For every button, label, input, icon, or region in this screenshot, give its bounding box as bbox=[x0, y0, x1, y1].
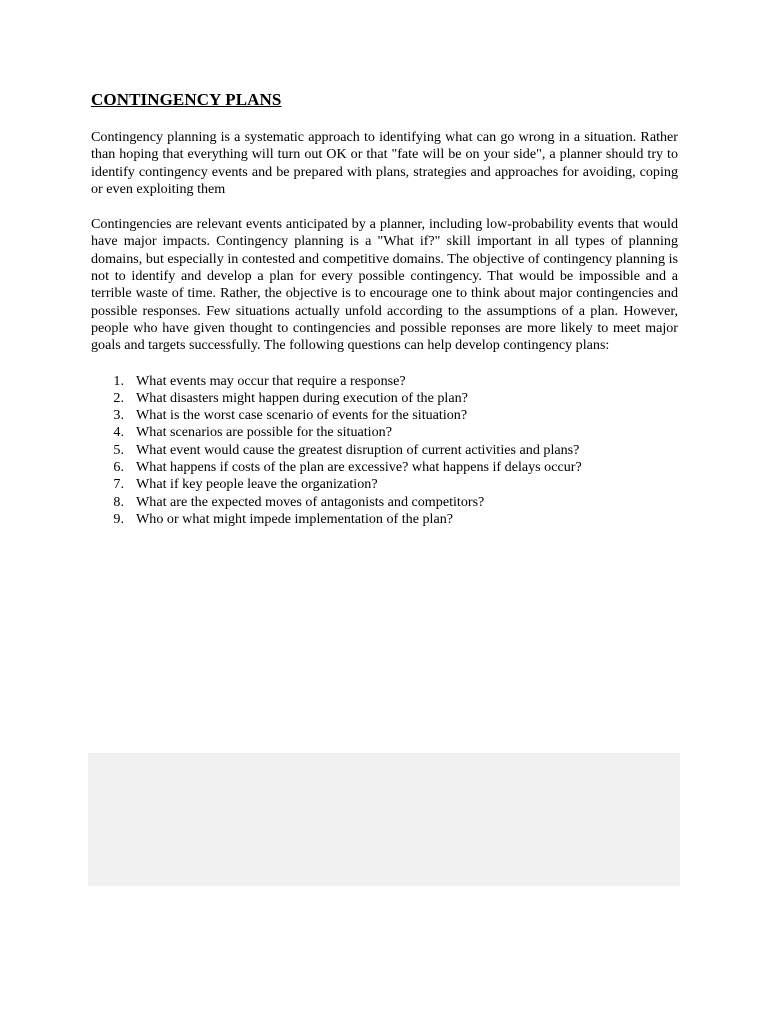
list-item bbox=[91, 407, 678, 424]
questions-list bbox=[91, 373, 678, 529]
list-item-text: What scenarios are possible for the situation? bbox=[136, 424, 392, 441]
paragraph-intro: Contingency planning is a systematic approach to identifying what can go wrong in a situation. Rather than hoping that everything will turn out OK or that "fate will be on your side", a planner should try to identify contingency events and be prepared with plans, strategies and approaches for avoiding, coping or even exploiting them bbox=[91, 129, 678, 197]
list-item-text: What is the worst case scenario of events for the situation? bbox=[136, 407, 468, 424]
list-item-number: 4. bbox=[113, 424, 124, 441]
list-item-text: What disasters might happen during execution of the plan? bbox=[136, 389, 468, 406]
list-item-text: Who or what might impede implementation of the plan? bbox=[136, 510, 454, 527]
list-item bbox=[91, 476, 678, 493]
list-item bbox=[91, 373, 678, 390]
document-page bbox=[91, 88, 678, 528]
list-item-number: 1. bbox=[113, 372, 124, 389]
list-item bbox=[91, 494, 678, 511]
list-item-text: What event would cause the greatest disruption of current activities and plans? bbox=[136, 441, 580, 458]
paragraph-contingencies: Contingencies are relevant events anticipated by a planner, including low-probability events that would have major impacts. Contingency planning is a "What if?" skill important in all types of planning domains, but especially in contested and competitive domains. The objective of contingency planning is not to identify and develop a plan for every possible contingency. That would be impossible and a terrible waste of time. Rather, the objective is to encourage one to think about major contingencies and possible responses. Few situations actually unfold according to the assumptions of a plan. However, people who have given thought to contingencies and possible reponses are more likely to meet major goals and targets successfully. The following questions can help develop contingency plans: bbox=[91, 216, 678, 354]
list-item bbox=[91, 459, 678, 476]
list-item-text: What events may occur that require a response? bbox=[136, 372, 406, 389]
list-item-number: 5. bbox=[113, 441, 124, 458]
list-item-number: 3. bbox=[113, 407, 124, 424]
list-item-number: 9. bbox=[113, 510, 124, 527]
list-item-number: 8. bbox=[113, 493, 124, 510]
blank-content-box bbox=[88, 753, 680, 886]
list-item-number: 6. bbox=[113, 459, 124, 476]
list-item-number: 2. bbox=[113, 389, 124, 406]
document-title: CONTINGENCY PLANS bbox=[91, 90, 282, 109]
list-item-text: What if key people leave the organization? bbox=[136, 476, 378, 493]
list-item bbox=[91, 390, 678, 407]
list-item-text: What are the expected moves of antagonists and competitors? bbox=[136, 493, 485, 510]
list-item bbox=[91, 511, 678, 528]
list-item-text: What happens if costs of the plan are excessive? what happens if delays occur? bbox=[136, 459, 582, 476]
list-item bbox=[91, 424, 678, 441]
list-item-number: 7. bbox=[113, 476, 124, 493]
list-item bbox=[91, 442, 678, 459]
